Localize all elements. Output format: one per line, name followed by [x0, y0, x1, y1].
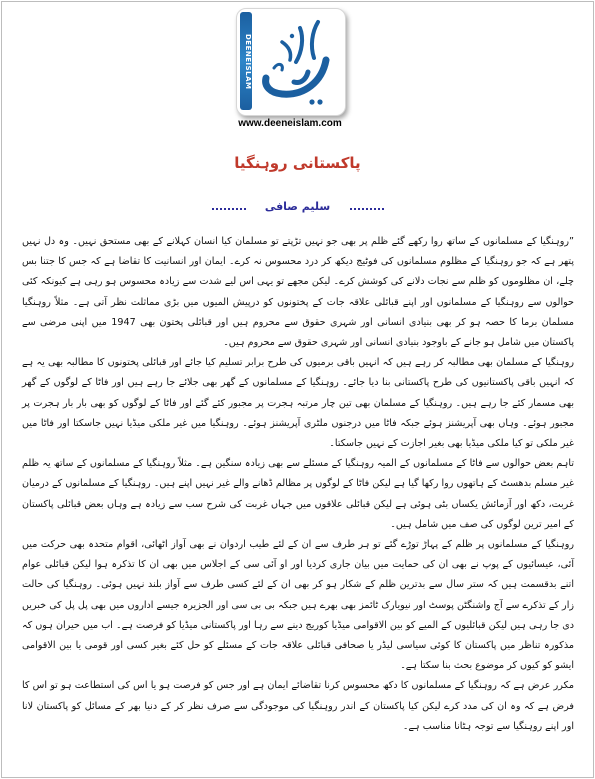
site-logo[interactable]	[226, 6, 354, 130]
article-body	[22, 232, 574, 737]
article-title: پاکستانی روہنگیا	[234, 154, 361, 172]
article-author: سلیم صافی	[264, 200, 331, 213]
article-paragraph: تاہم بعض حوالوں سے فاٹا کے مسلمانوں کے المیہ روہنگیا کے مسئلے سے بھی زیادہ سنگین ہے۔ مثلاً روہنگیا کے مسلمانوں کے ساتھ یہ ظلم غیر مسلم بدھسٹ کے ہاتھوں روا رکھا گیا ہے لیکن فاٹا کے لوگوں پر مظالم ڈھانے والے غیر نہیں اپنے ہیں۔ روہنگیا کے مسلمانوں کے درمیان غربت، دکھ اور آزمائش یکساں بٹی ہوئی ہے لیکن قبائلی علاقوں میں جہاں غربت کی شرح سب سے زیادہ ہے وہاں بعض قبائلی پاکستان کے امیر ترین لوگوں کی صف میں شامل ہیں۔	[22, 458, 574, 530]
logo-calligraphy-icon	[252, 12, 344, 112]
author-row	[0, 200, 595, 218]
article-paragraph: روہنگیا کے مسلمانوں پر ظلم کے پہاڑ توڑے گئے تو ہر طرف سے ان کے لئے طیب اردوان نے بھی آواز اٹھائی، اقوام متحدہ بھی حرکت میں آئی، عیسائیوں کے پوپ نے بھی ان کی حمایت میں بیان جاری کردیا اور او آئی سی کے اجلاس میں بھی ان کا تذکرہ ہوا لیکن قبائلی عوام اتنے بدقسمت ہیں کہ ستر سال سے بدترین ظلم کے شکار ہو کر بھی ان کے لئے کسی طرف سے آواز بلند نہیں ہوئی۔ روہنگیا کی حالت زار کے تذکرے سے آج واشنگٹن پوسٹ اور نیویارک ٹائمز بھی بھرے ہیں جبکہ بی بی سی اور الجزیرہ جیسے اداروں میں بھی پل پل کی خبریں دی جا رہی ہیں لیکن قبائلیوں کے المیے کو بین الاقوامی میڈیا کوریج دینے سے رہا اور پاکستانی میڈیا کو فرصت ہے۔ اب میں حیران ہوں کہ مذکورہ تناظر میں پاکستان کا کوئی سیاسی لیڈر یا صحافی قبائلی علاقہ جات کے مسئلے کو حل کئے بغیر کسی اور قومی یا بین الاقوامی ایشو کو کیوں کر موضوع بحث بنا سکتا ہے۔	[22, 539, 574, 672]
article-paragraph: روہنگیا کے مسلمان بھی مطالبہ کر رہے ہیں کہ انہیں باقی برمیوں کی طرح برابر تسلیم کیا جائے اور قبائلی پختونوں کا مطالبہ بھی یہ ہے کہ انہیں باقی پاکستانیوں کی طرح پاکستانی بنا دیا جائے۔ روہنگیا کے مسلمانوں کے گھر بھی جلائے جا رہے ہیں اور فاٹا کے لوگوں کے گھر بھی مسمار کئے جا رہے ہیں۔ روہنگیا کے مسلمان بھی تین چار مرتبہ ہجرت پر مجبور کئے گئے اور فاٹا کے لوگوں کو بھی بار بار ہجرت پر مجبور ہوئے۔ وہاں بھی آپریشنز ہوئے جبکہ فاٹا میں درجنوں ملٹری آپریشنز ہوئے۔ روہنگیا میں غیر ملکی میڈیا نہیں جاسکتا اور فاٹا میں غیر ملکی تو کیا ملکی میڈیا بھی بغیر اجازت کے نہیں جاسکتا۔	[22, 357, 574, 450]
site-url-link[interactable]: www.deeneislam.com	[238, 118, 342, 129]
logo-strip-text: DEENEISLAM	[244, 34, 252, 90]
article-paragraph: ”روہنگیا کے مسلمانوں کے ساتھ روا رکھے گئے ظلم پر بھی جو نہیں تڑپتے تو مسلمان کیا انسان کہلانے کے بھی مستحق نہیں۔ وہ دل نہیں پتھر ہے کہ جو روہنگیا کے مظلوم مسلمانوں کی فوٹیج دیکھ کر درد محسوس نہ کرے۔ ایمان اور انسانیت کا تقاضا ہے کہ جس کا جتنا بس چلے، ان مظلوموں کو ظلم سے نجات دلانے کی کوشش کرے۔ لیکن مجھے تو یہی اس لیے شدت سے زیادہ محسوس ہو رہی ہے کیونکہ کئی حوالوں سے روہنگیا کے مسلمانوں اور اپنے قبائلی علاقہ جات کے پختونوں کو درپیش المیوں میں بڑی مماثلت نظر آتی ہے۔ مثلاً روہنگیا مسلمان برما کا حصہ ہو کر بھی بنیادی انسانی اور شہری حقوق سے محروم ہیں اور قبائلی پختون بھی 1947 میں اپنی مرضی سے پاکستان میں شامل ہو جانے کے باوجود بنیادی انسانی اور شہری حقوق سے محروم ہیں۔	[22, 236, 574, 349]
author-divider-right	[350, 208, 384, 210]
article-paragraph: مکرر عرض ہے کہ روہنگیا کے مسلمانوں کا دکھ محسوس کرنا تقاضائے ایمان ہے اور جس کو فرصت ہو یا اس کی استطاعت ہو تو اس کا فرض ہے کہ وہ ان کی مدد کرے لیکن کیا پاکستان کے اندر روہنگیا کی موجودگی سے صرف نظر کر کے دنیا بھر کے مسائل کو پاکستان لانا اور اپنے روہنگیا سے توجہ ہٹانا مناسب ہے۔	[22, 680, 574, 732]
